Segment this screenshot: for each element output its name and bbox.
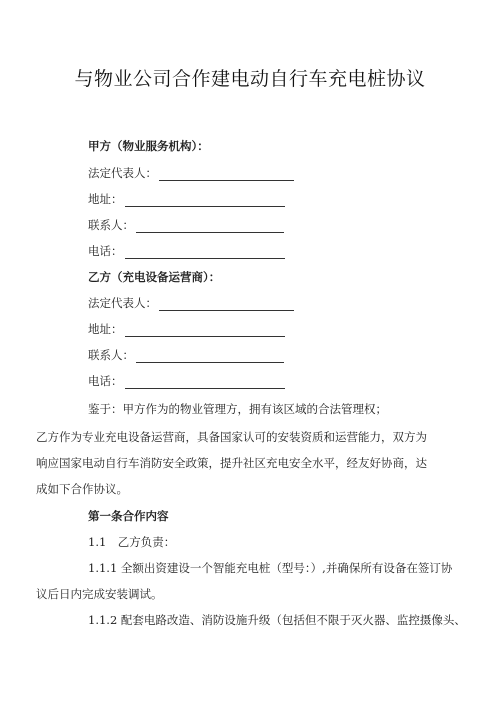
clause-text: 1.1.1 全额出资建设一个智能充电桩（型号：）,并确保所有设备在签订协 [88, 561, 453, 575]
blank-line [125, 246, 285, 259]
clause-heading: 1.1 乙方负责： [88, 535, 176, 549]
field-label: 法定代表人： [88, 166, 157, 180]
party-a-contact-field[interactable] [88, 217, 284, 233]
clause-text: 1.1.2 配套电路改造、消防设施升级（包括但不限于灭火器、监控摄像头、 [88, 613, 466, 627]
preamble-line: 鉴于：甲方作为的物业管理方，拥有该区域的合法管理权； [88, 402, 387, 416]
preamble-line: 响应国家电动自行车消防安全政策，提升社区充电安全水平，经友好协商，达 [36, 456, 427, 470]
field-label: 地址： [88, 322, 123, 336]
party-b-address-field[interactable] [88, 321, 285, 337]
field-label: 电话： [88, 244, 123, 258]
blank-line [125, 376, 285, 389]
party-a-legal-rep-field[interactable] [88, 165, 294, 181]
party-b-legal-rep-field[interactable] [88, 295, 294, 311]
blank-line [125, 324, 285, 337]
party-a-address-field[interactable] [88, 191, 285, 207]
party-a-heading: 甲方（物业服务机构）： [88, 139, 209, 153]
party-a-phone-field[interactable] [88, 243, 285, 259]
blank-line [136, 350, 284, 363]
preamble-line: 成如下合作协议。 [36, 482, 128, 496]
preamble-line: 乙方作为专业充电设备运营商，具备国家认可的安装资质和运营能力，双方为 [36, 430, 427, 444]
blank-line [159, 298, 294, 311]
party-b-heading: 乙方（充电设备运营商）： [88, 270, 221, 284]
field-label: 法定代表人： [88, 296, 157, 310]
blank-line [125, 194, 285, 207]
blank-line [136, 220, 284, 233]
clause-text: 议后日内完成安装调试。 [36, 587, 163, 601]
document-title: 与物业公司合作建电动自行车充电桩协议 [74, 68, 426, 90]
field-label: 电话： [88, 374, 123, 388]
party-b-phone-field[interactable] [88, 373, 285, 389]
field-label: 联系人： [88, 218, 134, 232]
field-label: 地址： [88, 192, 123, 206]
blank-line [159, 168, 294, 181]
field-label: 联系人： [88, 348, 134, 362]
party-b-contact-field[interactable] [88, 347, 284, 363]
section-heading: 第一条合作内容 [88, 509, 169, 523]
